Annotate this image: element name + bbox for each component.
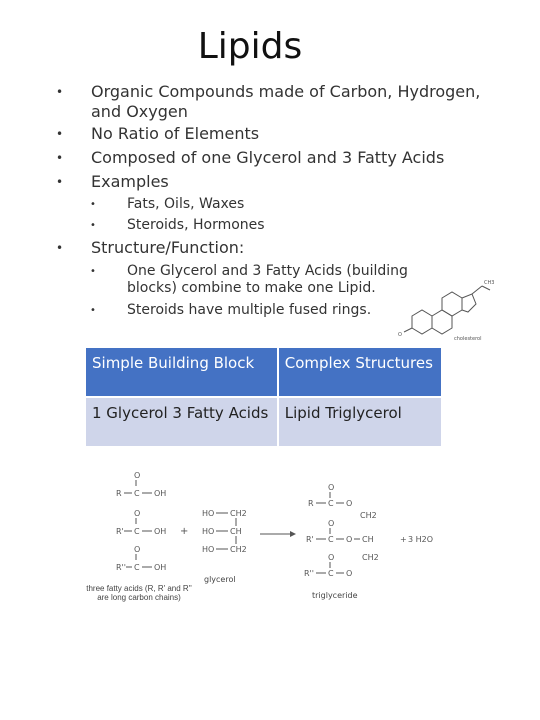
svg-text:CH2: CH2 bbox=[230, 509, 247, 518]
svg-text:+: + bbox=[180, 526, 189, 537]
svg-text:C: C bbox=[134, 563, 140, 572]
svg-text:CH2: CH2 bbox=[362, 553, 379, 562]
svg-text:C: C bbox=[134, 527, 140, 536]
svg-text:R': R' bbox=[306, 535, 314, 544]
table-cell: Lipid Triglycerol bbox=[279, 398, 441, 446]
svg-text:O: O bbox=[328, 519, 335, 528]
slide-title: Lipids bbox=[197, 26, 303, 67]
svg-text:HO: HO bbox=[202, 509, 215, 518]
svg-text:R: R bbox=[116, 489, 122, 498]
side-chain bbox=[472, 286, 482, 294]
svg-text:O: O bbox=[398, 332, 402, 338]
svg-text:CH2: CH2 bbox=[230, 545, 247, 554]
svg-text:O: O bbox=[346, 535, 353, 544]
bullet-text: Composed of one Glycerol and 3 Fatty Acids bbox=[91, 148, 445, 167]
sub-bullet-text: One Glycerol and 3 Fatty Acids (building blocks) combine to make one Lipid. bbox=[127, 263, 408, 296]
triglyceride-reaction-diagram bbox=[84, 466, 444, 626]
bullet-dot: • bbox=[56, 175, 64, 189]
svg-text:O: O bbox=[346, 499, 353, 508]
sub-bullet-text: Fats, Oils, Waxes bbox=[127, 196, 245, 212]
bullet-text: No Ratio of Elements bbox=[91, 124, 260, 143]
svg-text:O: O bbox=[328, 483, 335, 492]
svg-text:C: C bbox=[134, 489, 140, 498]
bullet-text: Organic Compounds made of Carbon, Hydrogen, and Oxygen bbox=[91, 82, 481, 121]
sub-bullet-dot: • bbox=[90, 266, 96, 277]
ring-d bbox=[462, 294, 476, 312]
svg-text:cholesterol: cholesterol bbox=[454, 336, 482, 342]
triglyceride-structure bbox=[304, 483, 379, 578]
svg-text:C: C bbox=[328, 535, 334, 544]
glycerol-structure bbox=[202, 509, 247, 554]
table-header-complex: Complex Structures bbox=[279, 348, 441, 396]
bullet-text: Structure/Function: bbox=[91, 238, 245, 257]
svg-text:+: + bbox=[400, 535, 407, 544]
table-row bbox=[86, 398, 441, 446]
svg-text:CH: CH bbox=[362, 535, 374, 544]
sub-bullet-dot: • bbox=[90, 305, 96, 316]
svg-text:C: C bbox=[328, 499, 334, 508]
building-block-table bbox=[84, 346, 443, 448]
fatty-acids-caption: three fatty acids (R, R' and R'' are long carbon chains) bbox=[86, 584, 192, 602]
svg-text:CH3: CH3 bbox=[484, 280, 495, 286]
ring-c bbox=[442, 292, 462, 316]
svg-text:CH2: CH2 bbox=[360, 511, 377, 520]
fatty-acid-structures bbox=[116, 471, 166, 572]
svg-text:R'': R'' bbox=[304, 569, 314, 578]
sub-bullet-text: Steroids have multiple fused rings. bbox=[127, 302, 372, 318]
arrow-head-icon bbox=[290, 531, 296, 537]
svg-text:O: O bbox=[134, 509, 141, 518]
bullet-dot: • bbox=[56, 151, 64, 165]
triglyceride-caption: triglyceride bbox=[312, 591, 358, 600]
ring-b bbox=[432, 310, 452, 334]
bullet-text: Examples bbox=[91, 172, 169, 191]
water-label: 3 H2O bbox=[408, 535, 434, 544]
svg-text:CH: CH bbox=[230, 527, 242, 536]
glycerol-caption: glycerol bbox=[204, 575, 236, 584]
sub-bullet-dot: • bbox=[90, 220, 96, 231]
steroid-structure-image bbox=[396, 276, 496, 342]
svg-text:OH: OH bbox=[154, 563, 167, 572]
ring-a bbox=[412, 310, 432, 334]
svg-text:R: R bbox=[308, 499, 314, 508]
svg-text:O: O bbox=[328, 553, 335, 562]
svg-text:O: O bbox=[134, 471, 141, 480]
table-cell: 1 Glycerol 3 Fatty Acids bbox=[86, 398, 277, 446]
svg-text:OH: OH bbox=[154, 527, 167, 536]
svg-text:O: O bbox=[346, 569, 353, 578]
svg-text:HO: HO bbox=[202, 545, 215, 554]
svg-text:O: O bbox=[134, 545, 141, 554]
bullet-dot: • bbox=[56, 85, 64, 99]
svg-text:R': R' bbox=[116, 527, 124, 536]
bullet-dot: • bbox=[56, 127, 64, 141]
svg-text:OH: OH bbox=[154, 489, 167, 498]
svg-text:R'': R'' bbox=[116, 563, 126, 572]
svg-text:HO: HO bbox=[202, 527, 215, 536]
bullet-dot: • bbox=[56, 241, 64, 255]
sub-bullet-dot: • bbox=[90, 199, 96, 210]
svg-text:C: C bbox=[328, 569, 334, 578]
table-header-simple: Simple Building Block bbox=[86, 348, 277, 396]
sub-bullet-text: Steroids, Hormones bbox=[127, 217, 265, 233]
